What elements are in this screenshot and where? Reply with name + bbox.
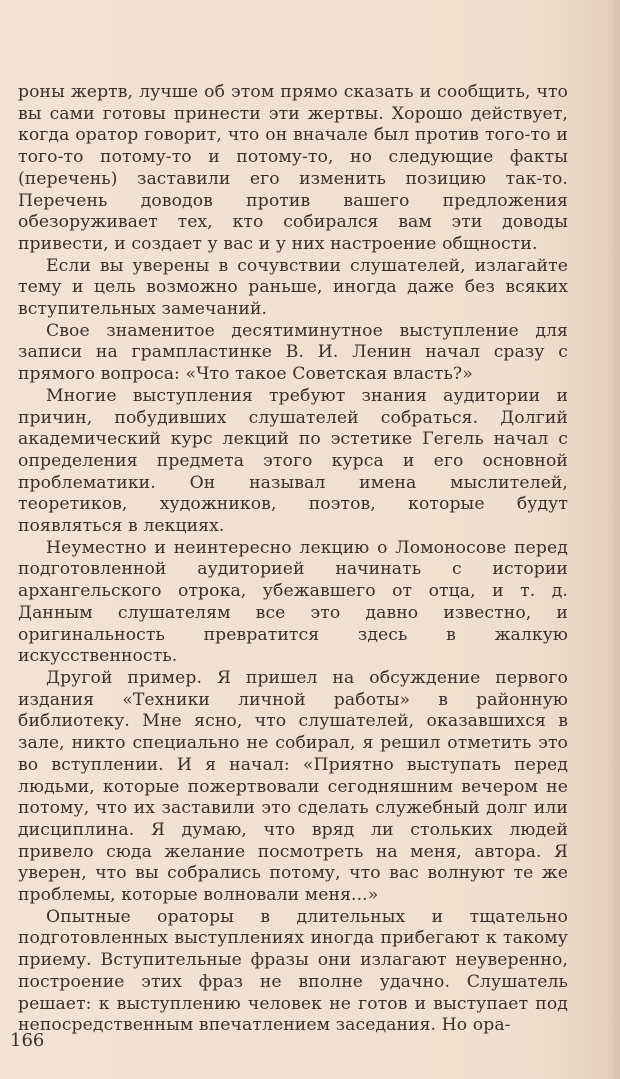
paragraph-1: роны жертв, лучше об этом прямо сказать и сообщить, что вы сами готовы принести эти жертвы. Хорошо действует, когда оратор говорит, что он вначале был против того-то и того-то потому-то и потому-то, но следующие факты (перечень) заставили его изменить позицию так-то. Перечень доводов против вашего предложения обезоруживает тех, кто собирался вам эти доводы привести, и создает у вас и у них настроение общности. (18, 82, 568, 254)
page-edge (606, 0, 620, 1079)
page-number: 166 (10, 1030, 45, 1051)
paragraph-6: Другой пример. Я пришел на обсуждение первого издания «Техники личной работы» в районную библиотеку. Мне ясно, что слушателей, оказавшихся в зале, никто специально не собирал, я решил отметить это во вступлении. И я начал: «Приятно выступать перед людьми, которые пожертвовали сегодняшним вечером не потому, что их заставили это сделать служебный долг или дисциплина. Я думаю, что вряд ли стольких людей привело сюда желание посмотреть на меня, автора. Я уверен, что вы собрались потому, что вас волнуют те же проблемы, которые волновали меня...» (18, 667, 568, 906)
paragraph-3: Свое знаменитое десятиминутное выступление для записи на грампластинке В. И. Ленин начал сразу с прямого вопроса: «Что такое Советская власть?» (18, 320, 568, 385)
paragraph-4: Многие выступления требуют знания аудитории и причин, побудивших слушателей собраться. Долгий академический курс лекций по эстетике Гегель начал с определения предмета этого курса и его основной проблематики. Он называл имена мыслителей, теоретиков, художников, поэтов, которые будут появляться в лекциях. (18, 385, 568, 537)
paragraph-2: Если вы уверены в сочувствии слушателей, излагайте тему и цель возможно раньше, иногда даже без всяких вступительных замечаний. (18, 255, 568, 320)
page-text (18, 82, 568, 1037)
paragraph-5: Неуместно и неинтересно лекцию о Ломоносове перед подготовленной аудиторией начинать с истории архангельского отрока, убежавшего от отца, и т. д. Данным слушателям все это давно известно, и оригинальность превратится здесь в жалкую искусственность. (18, 537, 568, 667)
paragraph-7: Опытные ораторы в длительных и тщательно подготовленных выступлениях иногда прибегают к такому приему. Вступительные фразы они излагают неуверенно, построение этих фраз не вполне удачно. Слушатель решает: к выступлению человек не готов и выступает под непосредственным впечатлением заседания. Но ора- (18, 906, 568, 1036)
